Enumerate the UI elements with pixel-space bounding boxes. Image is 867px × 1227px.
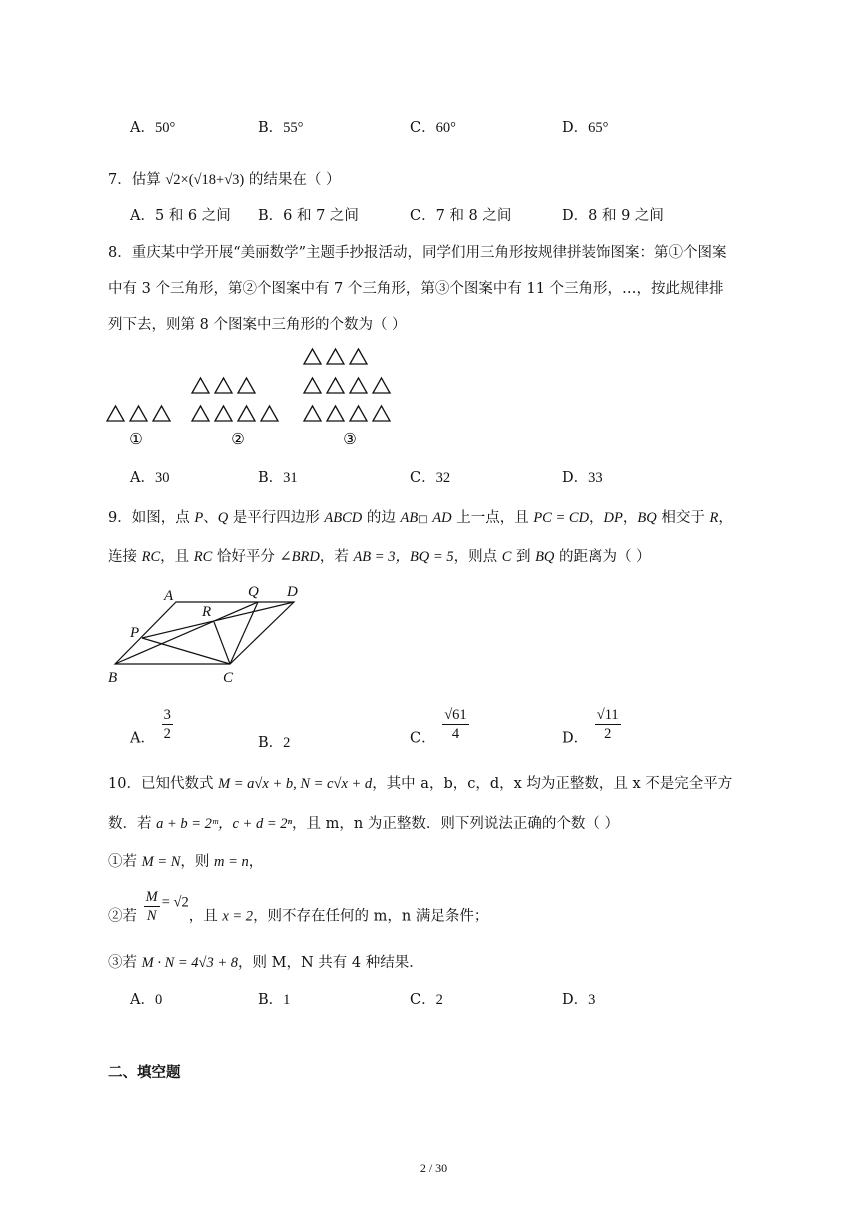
triangle-shape xyxy=(350,378,367,393)
triangle-shape xyxy=(192,406,209,421)
triangle-shape xyxy=(215,406,232,421)
page-number: 2 / 30 xyxy=(419,1161,448,1175)
q9-line-2: 连接 RC，且 RC 恰好平分 ∠BRD，若 AB = 3，BQ = 5，则点 C 到 BQ 的距离为（ ） xyxy=(108,549,651,565)
q8-line-2: 中有 3 个三角形，第②个图案中有 7 个三角形，第③个图案中有 11 个三角形，…，按此规律排 xyxy=(108,281,724,297)
point-label-b: B xyxy=(108,670,118,686)
q8-line-1: 8．重庆某中学开展“美丽数学”主题手抄报活动，同学们用三角形按规律拼装饰图案：第①个图案 xyxy=(108,245,727,261)
triangle-shape xyxy=(238,406,255,421)
q10-statement-3: ③若 M · N = 4√3 + 8，则 M，N 共有 4 种结果． xyxy=(108,955,424,971)
triangle-shape xyxy=(153,406,170,421)
q10-option-a: A．0 xyxy=(130,992,163,1008)
section-heading: 二、填空题 xyxy=(108,1065,181,1081)
triangle-shape xyxy=(350,349,367,364)
triangle-shape xyxy=(373,378,390,393)
q8-triangle-patterns xyxy=(100,340,410,455)
q7-option-a: A．5 和 6 之间 xyxy=(130,208,231,224)
q7-stem: 7．估算 √2×(√18+√3) 的结果在（ ） xyxy=(108,172,341,188)
q10-option-d: D．3 xyxy=(562,992,596,1008)
fraction: $\frac{3}{2}$ xyxy=(163,707,171,742)
q9-line-1: 9．如图，点 P、Q 是平行四边形 ABCD 的边 AB□ AD 上一点，且 PC = CD，DP，BQ 相交于 R， xyxy=(108,510,733,526)
point-label-p: P xyxy=(130,625,140,641)
q10-option-b: B．1 xyxy=(258,992,291,1008)
pattern-label-3: ③ xyxy=(343,430,357,448)
triangle-shape xyxy=(373,406,390,421)
q8-option-b: B．31 xyxy=(258,470,298,486)
triangle-shape xyxy=(192,378,209,393)
segment-qc xyxy=(230,602,258,664)
point-label-q: Q xyxy=(248,584,259,600)
triangle-shape xyxy=(215,378,232,393)
q6-option-c: C．60° xyxy=(410,120,456,136)
q7-option-c: C．7 和 8 之间 xyxy=(410,208,512,224)
q7-expression: √2×(√18+√3) xyxy=(165,172,245,188)
q6-option-b: B．55° xyxy=(258,120,304,136)
segment-rc xyxy=(214,622,230,664)
triangle-shape xyxy=(327,406,344,421)
q8-option-a: A．30 xyxy=(130,470,170,486)
q10-statement-2: ②若 $\frac{M}{N}$ = √2，且 x = 2，则不存在任何的 m，n 满足条件； xyxy=(108,889,489,925)
fraction: $\frac{√61}{4}$ xyxy=(444,707,467,742)
q7-option-b: B．6 和 7 之间 xyxy=(258,208,359,224)
triangle-shape xyxy=(107,406,124,421)
triangle-shape xyxy=(350,406,367,421)
q6-option-a: A．50° xyxy=(130,120,176,136)
point-label-a: A xyxy=(164,588,174,604)
q9-option-d: D． $\frac{√11}{2}$ xyxy=(562,707,619,747)
q6-option-d: D．65° xyxy=(562,120,609,136)
q10-line-2: 数．若 a + b = 2ᵐ，c + d = 2ⁿ，且 m，n 为正整数．则下列说法正确的个数（ ） xyxy=(108,816,619,832)
q8-option-d: D．33 xyxy=(562,470,603,486)
triangle-shape xyxy=(261,406,278,421)
q7-option-d: D．8 和 9 之间 xyxy=(562,208,664,224)
q8-line-3: 列下去，则第 8 个图案中三角形的个数为（ ） xyxy=(108,317,407,333)
q8-option-c: C．32 xyxy=(410,470,451,486)
point-label-d: D xyxy=(287,584,298,600)
q9-option-c: C． $\frac{√61}{4}$ xyxy=(410,707,467,747)
q10-statement-1: ①若 M = N，则 m = n， xyxy=(108,854,264,870)
q10-line-1: 10．已知代数式 M = a√x + b, N = c√x + d，其中 a，b，c，d，x 均为正整数，且 x 不是完全平方 xyxy=(108,776,733,792)
q10-option-c: C．2 xyxy=(410,992,443,1008)
pattern-label-2: ② xyxy=(231,430,245,448)
q9-option-b: B．2 xyxy=(258,735,291,751)
pattern-label-1: ① xyxy=(129,430,143,448)
triangle-shape xyxy=(130,406,147,421)
point-label-r: R xyxy=(202,604,212,620)
segment-pc xyxy=(142,638,230,664)
q9-parallelogram-figure xyxy=(100,578,320,688)
fraction-m-over-n: $\frac{M}{N}$ xyxy=(145,889,158,924)
triangle-shape xyxy=(304,378,321,393)
triangle-shape xyxy=(304,349,321,364)
triangle-shape xyxy=(327,349,344,364)
point-label-c: C xyxy=(223,670,234,686)
triangle-shape xyxy=(327,378,344,393)
fraction: $\frac{√11}{2}$ xyxy=(596,707,619,742)
q9-option-a: A． $\frac{3}{2}$ xyxy=(130,707,171,747)
triangle-shape xyxy=(304,406,321,421)
triangle-shape xyxy=(238,378,255,393)
